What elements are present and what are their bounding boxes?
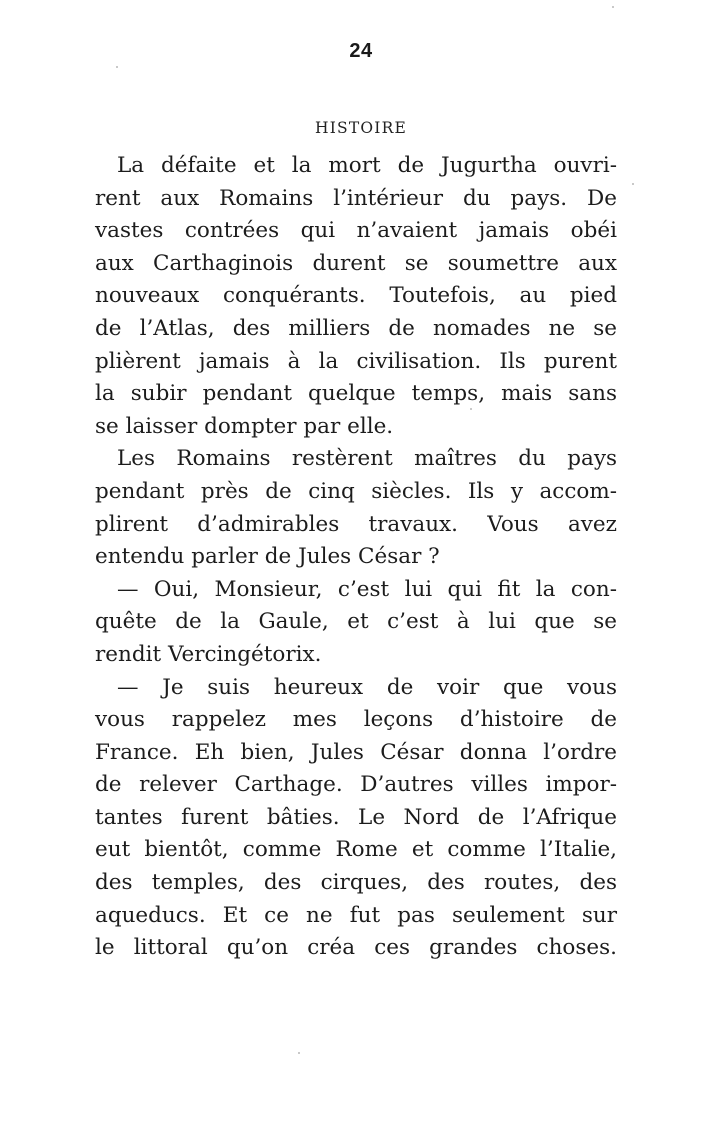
text-line: des temples, des cirques, des routes, des xyxy=(95,870,617,896)
text-line: nouveaux conquérants. Toutefois, au pied xyxy=(95,283,617,309)
text-line: rent aux Romains l’intérieur du pays. De xyxy=(95,185,617,211)
scan-speck xyxy=(612,6,614,8)
text-line: vastes contrées qui n’avaient jamais obéi xyxy=(95,218,617,244)
text-line: de relever Carthage. D’autres villes impor- xyxy=(95,772,617,798)
text-line: vous rappelez mes leçons d’histoire de xyxy=(95,707,617,733)
text-line: tantes furent bâties. Le Nord de l’Afrique xyxy=(95,804,617,830)
scan-speck xyxy=(116,66,118,68)
text-line: plirent d’admirables travaux. Vous avez xyxy=(95,511,617,537)
body-text xyxy=(95,150,617,965)
text-line: — Je suis heureux de voir que vous xyxy=(117,674,617,700)
running-head: HISTOIRE xyxy=(314,119,407,137)
text-line: Les Romains restèrent maîtres du pays xyxy=(117,446,617,472)
text-line: — Oui, Monsieur, c’est lui qui fit la con- xyxy=(117,576,617,602)
scan-speck xyxy=(632,183,634,185)
text-line: le littoral qu’on créa ces grandes choses. xyxy=(95,935,617,961)
text-line: La défaite et la mort de Jugurtha ouvri- xyxy=(117,153,617,178)
text-line: aqueducs. Et ce ne fut pas seulement sur xyxy=(95,902,617,928)
page-number: 24 xyxy=(349,40,373,62)
text-line: eut bientôt, comme Rome et comme l’Italie, xyxy=(95,837,617,863)
scan-speck xyxy=(298,1052,300,1054)
text-line: plièrent jamais à la civilisation. Ils purent xyxy=(95,348,617,374)
text-line: pendant près de cinq siècles. Ils y accom- xyxy=(95,478,617,504)
text-line: aux Carthaginois durent se soumettre aux xyxy=(95,250,617,276)
scan-speck xyxy=(470,408,472,410)
text-line: de l’Atlas, des milliers de nomades ne se xyxy=(95,315,617,341)
text-line: France. Eh bien, Jules César donna l’ordre xyxy=(95,739,617,765)
text-line: la subir pendant quelque temps, mais sans xyxy=(95,381,617,407)
text-line: rendit Vercingétorix. xyxy=(95,641,322,667)
text-line: entendu parler de Jules César ? xyxy=(95,544,440,570)
text-line: quête de la Gaule, et c’est à lui que se xyxy=(95,609,617,635)
text-line: se laisser dompter par elle. xyxy=(95,413,394,439)
